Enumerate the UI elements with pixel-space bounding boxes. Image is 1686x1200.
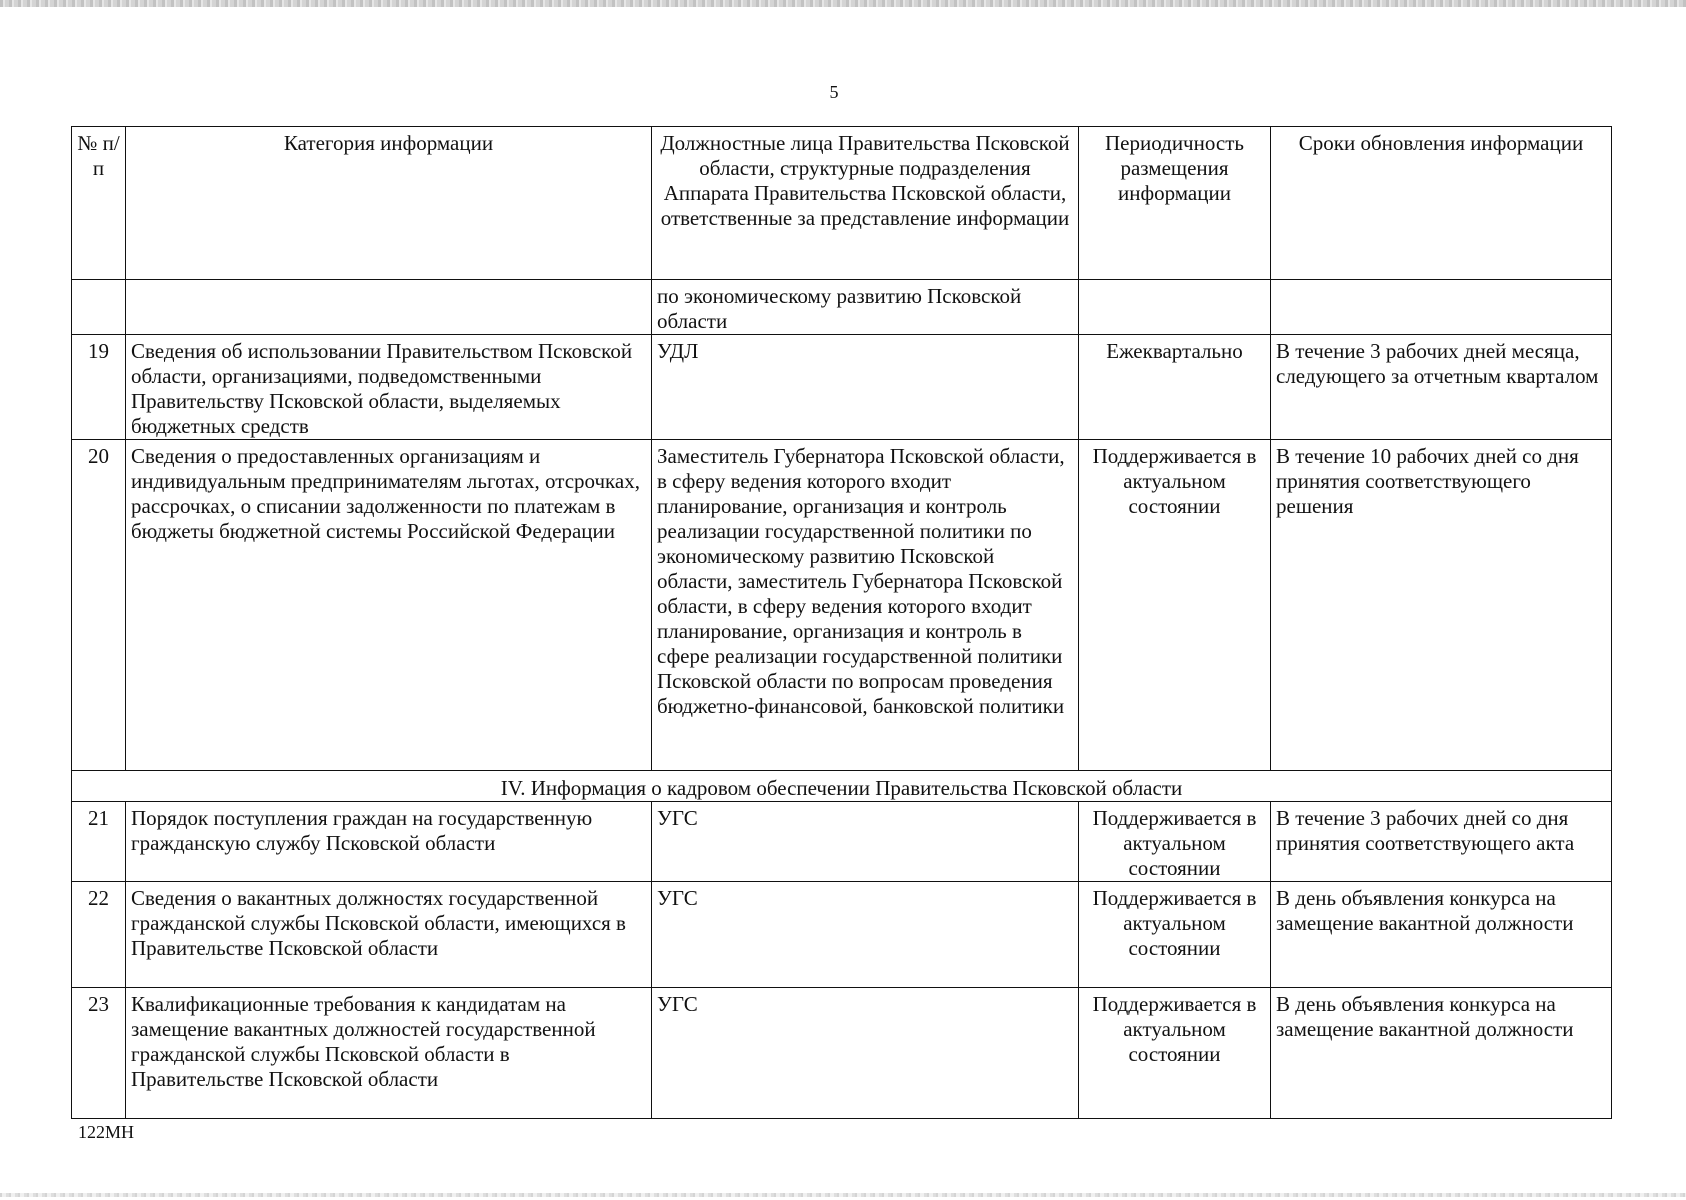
cell-deadline: В день объявления конкурса на замещение вакантной должности — [1271, 988, 1612, 1119]
table-row — [72, 440, 1612, 771]
cell-category: Квалификационные требования к кандидатам на замещение вакантных должностей государственной гражданской службы Псковской области в Правительстве Псковской области — [126, 988, 652, 1119]
header-category: Категория информации — [126, 127, 652, 280]
cell-officials: Заместитель Губернатора Псковской области, в сферу ведения которого входит планирование, организация и контроль реализации государственной политики по экономическому развитию Псковской области, заместитель Губернатора Псковской области, в сферу ведения которого входит планирование, организация и контроль в сфере реализации государственной политики Псковской области по вопросам проведения бюджетно-финансовой, банковской политики — [652, 440, 1079, 771]
cell-periodicity: Поддерживается в актуальном состоянии — [1079, 802, 1271, 882]
cell-periodicity: Ежеквартально — [1079, 335, 1271, 440]
document-code: 122МН — [78, 1122, 135, 1142]
cell-periodicity: Поддерживается в актуальном состоянии — [1079, 988, 1271, 1119]
cell-num: 19 — [72, 335, 126, 440]
page-number: 5 — [829, 82, 839, 102]
section-heading: IV. Информация о кадровом обеспечении Правительства Псковской области — [72, 771, 1612, 802]
header-officials: Должностные лица Правительства Псковской области, структурные подразделения Аппарата Правительства Псковской области, ответственные за представление информации — [652, 127, 1079, 280]
header-periodicity: Периодичность размещения информации — [1079, 127, 1271, 280]
scan-edge-bottom — [0, 1193, 1686, 1197]
cell-num: 23 — [72, 988, 126, 1119]
table-row — [72, 335, 1612, 440]
cell-periodicity — [1079, 280, 1271, 335]
cell-officials: УДЛ — [652, 335, 1079, 440]
cell-deadline: В течение 10 рабочих дней со дня принятия соответствующего решения — [1271, 440, 1612, 771]
cell-category — [126, 280, 652, 335]
table-header-row — [72, 127, 1612, 280]
cell-officials: по экономическому развитию Псковской области — [652, 280, 1079, 335]
cell-category: Сведения об использовании Правительством Псковской области, организациями, подведомственными Правительству Псковской области, выделяемых бюджетных средств — [126, 335, 652, 440]
cell-officials: УГС — [652, 882, 1079, 988]
table-row — [72, 882, 1612, 988]
cell-category: Сведения о предоставленных организациям и индивидуальным предпринимателям льготах, отсрочках, рассрочках, о списании задолженности по платежам в бюджеты бюджетной системы Российской Федерации — [126, 440, 652, 771]
cell-num: 20 — [72, 440, 126, 771]
cell-category: Сведения о вакантных должностях государственной гражданской службы Псковской области, имеющихся в Правительстве Псковской области — [126, 882, 652, 988]
cell-officials: УГС — [652, 988, 1079, 1119]
cell-num: 22 — [72, 882, 126, 988]
cell-deadline: В день объявления конкурса на замещение вакантной должности — [1271, 882, 1612, 988]
cell-deadline: В течение 3 рабочих дней месяца, следующего за отчетным кварталом — [1271, 335, 1612, 440]
scan-edge-top — [0, 0, 1686, 7]
cell-deadline — [1271, 280, 1612, 335]
table-row — [72, 802, 1612, 882]
cell-periodicity: Поддерживается в актуальном состоянии — [1079, 882, 1271, 988]
header-deadline: Сроки обновления информации — [1271, 127, 1612, 280]
cell-category: Порядок поступления граждан на государственную гражданскую службу Псковской области — [126, 802, 652, 882]
cell-deadline: В течение 3 рабочих дней со дня принятия соответствующего акта — [1271, 802, 1612, 882]
continuation-row — [72, 280, 1612, 335]
table-row — [72, 988, 1612, 1119]
cell-officials: УГС — [652, 802, 1079, 882]
cell-periodicity: Поддерживается в актуальном состоянии — [1079, 440, 1271, 771]
section-heading-row — [72, 771, 1612, 802]
information-table — [71, 126, 1612, 1119]
cell-num — [72, 280, 126, 335]
cell-num: 21 — [72, 802, 126, 882]
header-num: № п/п — [72, 127, 126, 280]
